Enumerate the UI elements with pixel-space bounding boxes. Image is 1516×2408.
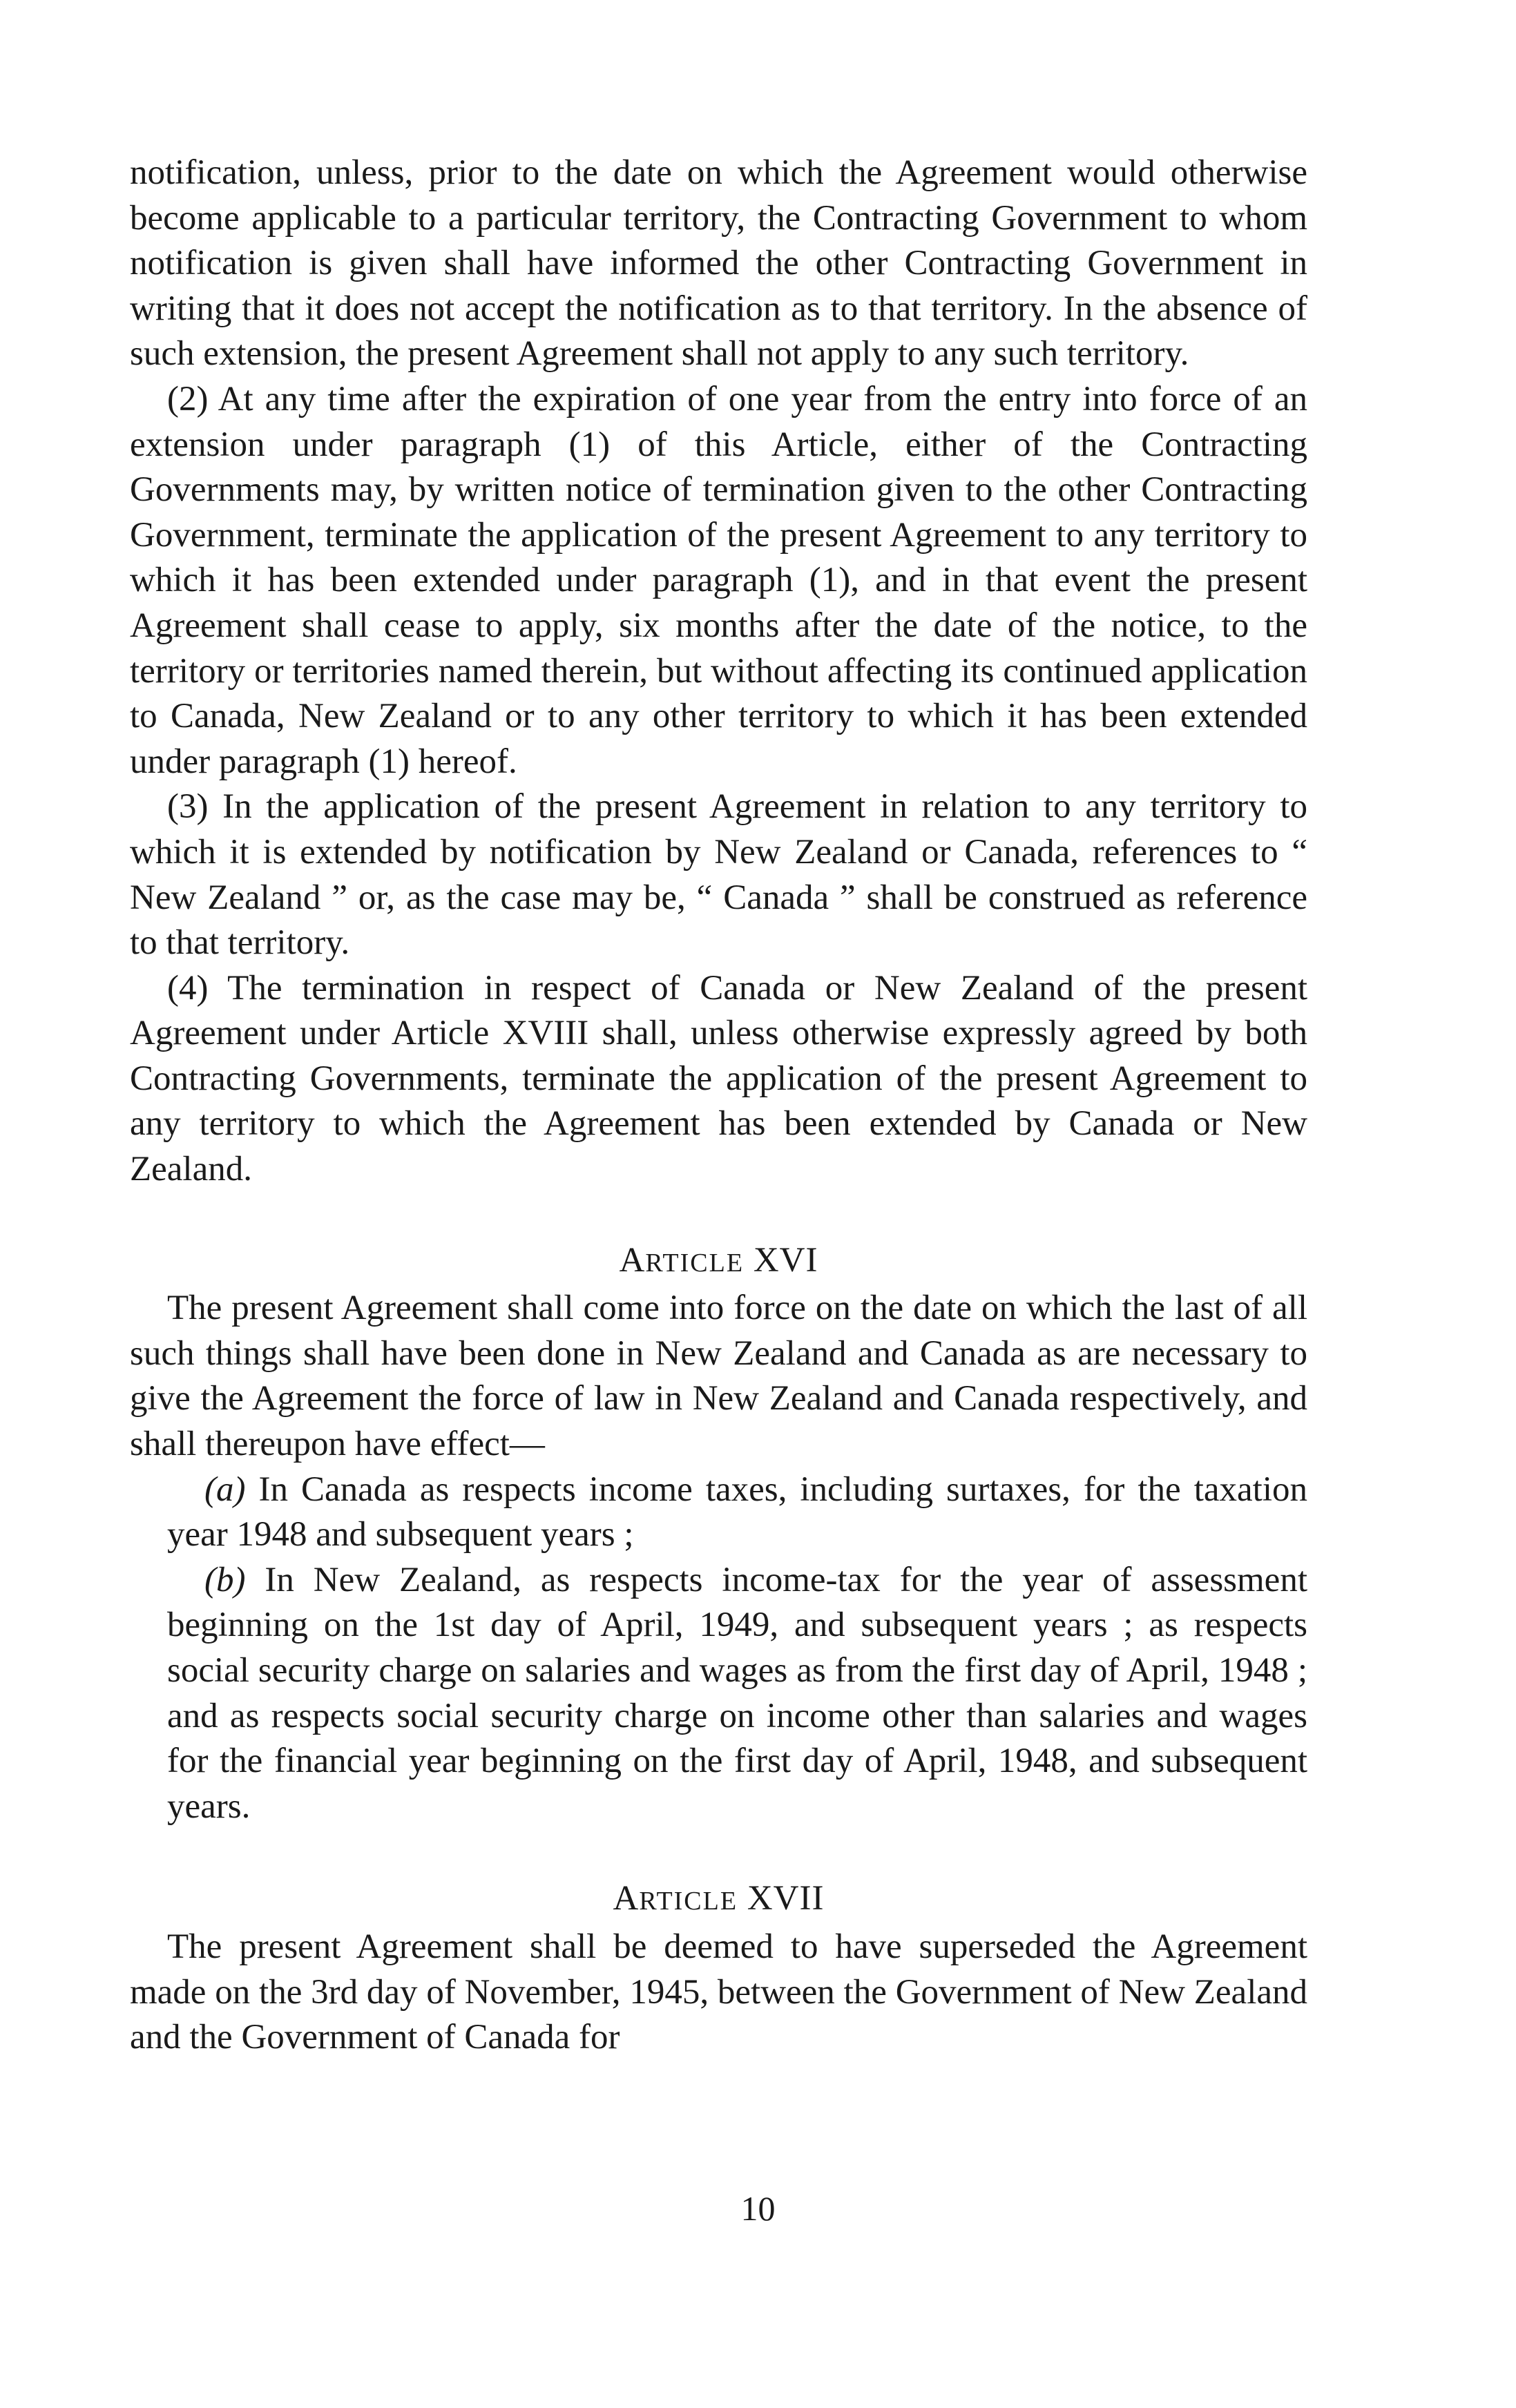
article-16-heading-word: RTICLE: [645, 1248, 745, 1278]
article-16-item-a: [130, 1467, 1307, 1558]
article-17-heading-initial: A: [613, 1879, 640, 1918]
article-17-text: The present Agreement shall be deemed to have superseded the Agreement made on the 3rd day of November, 1945, between the Government of New Zealand and the Government of Canada for: [130, 1927, 1307, 2057]
item-a-marker: (a): [204, 1470, 246, 1509]
article-17-heading-word: RTICLE: [639, 1887, 738, 1916]
article-16-heading-initial: A: [619, 1240, 646, 1280]
page-number: 10: [740, 2189, 776, 2228]
article-16-item-b: [130, 1558, 1307, 1830]
item-a-text: In Canada as respects income taxes, including surtaxes, for the taxation year 1948 and subsequent years ;: [167, 1470, 1307, 1554]
article-16-heading: [130, 1238, 1307, 1287]
paragraph-continued: notification, unless, prior to the date on which the Agreement would otherwise become applicable to a particular territory, the Contracting Government to whom notification is given shall have informed the other Contracting Government in writing that it does not accept the notification as to that territory. In the absence of such extension, the present Agreement shall not apply to any such territory.: [130, 153, 1307, 374]
item-b-text: In New Zealand, as respects income-tax for the year of assessment beginning on the 1st day of April, 1949, and subsequent years ; as respects social security charge on salaries and wages as from the first day of April, 1948 ; and as respects social security charge on income other than salaries and wages for the financial year beginning on the first day of April, 1948, and subsequent years.: [167, 1560, 1307, 1826]
item-b-marker: (b): [204, 1560, 246, 1599]
paragraph-3: (3) In the application of the present Agreement in relation to any territory to which it is extended by notification by New Zealand or Canada, references to “ New Zealand ” or, as the case may be, “ Canada ” shall be construed as reference to that territory.: [130, 787, 1307, 963]
article-16-intro: The present Agreement shall come into force on the date on which the last of all such things shall have been done in New Zealand and Canada as are necessary to give the Agreement the force of law in New Zealand and Canada respectively, and shall thereupon have effect—: [130, 1289, 1307, 1464]
paragraph-2: (2) At any time after the expiration of one year from the entry into force of an extension under paragraph (1) of this Article, either of the Contracting Governments may, by written notice of termination given to the other Contracting Government, terminate the application of the present Agreement to any territory to which it has been extended under paragraph (1), and in that event the present Agreement shall cease to apply, six months after the date of the notice, to the territory or territories named therein, but without affecting its continued application to Canada, New Zealand or to any other territory to which it has been extended under paragraph (1) hereof.: [130, 379, 1307, 781]
article-16-heading-numeral: XVI: [753, 1240, 818, 1280]
paragraph-4: (4) The termination in respect of Canada or New Zealand of the present Agreement under Article XVIII shall, unless otherwise expressly agreed by both Contracting Governments, terminate the application of the present Agreement to any territory to which the Agreement has been extended by Canada or New Zealand.: [130, 968, 1307, 1189]
article-17-heading: [130, 1876, 1307, 1925]
document-page: [130, 151, 1307, 2061]
article-17-heading-numeral: XVII: [747, 1879, 825, 1918]
